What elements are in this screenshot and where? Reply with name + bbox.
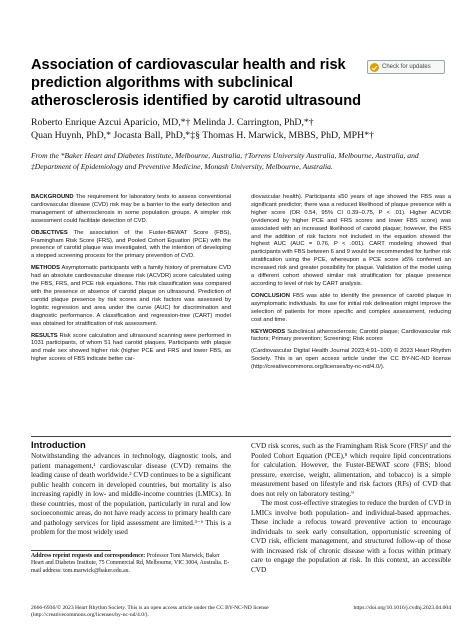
abstract-conclusion bbox=[251, 293, 451, 325]
results-text-left: Risk score calculation and ultrasound scanning were performed in 1031 participants, of whom 51 had carotid plaques. Participants with plaque and male sex showed higher risk (higher PCE and FRS and lower FBS, as higher scores of FBS indicate better car- bbox=[31, 332, 231, 363]
keywords-label: KEYWORDS bbox=[251, 328, 286, 335]
license-line: 2666-6936/© 2023 Heart Rhythm Society. This is an open access article under the CC BY-NC-ND license (http://creativecommons.org/licenses/by-nc-nd/4.0/). bbox=[31, 605, 269, 619]
abstract-column-left bbox=[31, 194, 231, 368]
footnote-divider bbox=[31, 550, 111, 551]
affiliations: From the *Baker Heart and Diabetes Institute, Melbourne, Australia, †Torrens University Australia, Melbourne, Australia, and ‡Department of Epidemiology and Preventive Medicine, Monash University, Melbourne, Australia. bbox=[31, 151, 419, 171]
intro-paragraph-1-continued: CVD risk scores, such as the Framingham Risk Score (FRS)⁷ and the Pooled Cohort Equation (PCE),⁸ which require lipid concentrations for calculation. However, the Fuster-BEWAT score (FBS; blood pressure, exercise, weight, alimentation, and tobacco) is a simple measurement based on lifestyle and risk factors (RFs) of CVD that does not rely on laboratory testing.⁹ bbox=[251, 442, 451, 498]
intro-paragraph-2: The most cost-effective strategies to reduce the burden of CVD in LMICs involve both population- and individual-based approaches. These include a refocus toward preventive action to encourage individuals to seek early consultation, opportunistic screening of CVD risk, efficient management, and structured follow-up of those with increased risk of chronic disease with a focus within primary care to engage the population at risk. In this context, an accessible CVD bbox=[251, 499, 451, 574]
correspondence-footnote bbox=[31, 553, 231, 575]
page-footer bbox=[31, 605, 451, 620]
objectives-text: The association of the Fuster-BEWAT Score (FBS), Framingham Risk Score (FRS), and Pooled Cohort Equation (PCE) with the presence of carotid plaque was investigated, with the intention of developing a stepped screening process for the primary prevention of CVD. bbox=[31, 229, 231, 260]
abstract-column-right bbox=[251, 194, 451, 376]
intro-paragraph-1: Notwithstanding the advances in technology, diagnostic tools, and patient management,¹ cardiovascular disease (CVD) remains the leading cause of death worldwide.² CVD continues to be a significant public health concern in developed countries, but mortality is also increasing rapidly in low- and middle-income countries (LMICs). In these countries, most of the population, particularly in rural and low socioeconomic areas, do not have ready access to primary health care and pathology services for lipid assessment are limited.³⁻⁶ This is a problem for the most widely used bbox=[31, 452, 231, 536]
methods-label: METHODS bbox=[31, 265, 60, 272]
abstract-results bbox=[31, 333, 231, 365]
background-text: The requirement for laboratory tests to assess conventional cardiovascular disease (CVD) risk may be a barrier to the early detection and management of atherosclerosis in some population groups. A simpler risk assessment could facilitate detection of CVD. bbox=[31, 194, 231, 224]
doi-link[interactable]: https://doi.org/10.1016/j.cvdhj.2023.04.004 bbox=[353, 605, 451, 611]
intro-heading: Introduction bbox=[31, 439, 86, 450]
author-line-1: Roberto Enrique Azcui Aparicio, MD,*† Melinda J. Carrington, PhD,*† bbox=[31, 117, 314, 128]
journal-citation: (Cardiovascular Digital Health Journal 2023;4:91–100) © 2023 Heart Rhythm Society. This is an open access article under the CC BY-NC-ND license (http://creativecommons.org/licenses/by-nc-nd/4.0/). bbox=[251, 348, 451, 371]
background-label: BACKGROUND bbox=[31, 194, 74, 200]
author-line-2: Quan Huynh, PhD,* Jocasta Ball, PhD,*‡§ Thomas H. Marwick, MBBS, PhD, MPH*† bbox=[31, 129, 374, 141]
keywords-text: Subclinical atherosclerosis; Carotid plaque; Cardiovascular risk factors; Primary prevention; Screening; Risk scores bbox=[251, 328, 451, 343]
correspondence-label: Address reprint requests and correspondence: bbox=[31, 553, 146, 559]
article-title: Association of cardiovascular health and risk prediction algorithms with subclinical atherosclerosis identified by carotid ultrasound bbox=[31, 57, 362, 109]
objectives-label: OBJECTIVES bbox=[31, 229, 68, 236]
abstract-methods bbox=[31, 265, 231, 328]
abstract bbox=[31, 194, 451, 432]
correspondence-text: Professor Tom Marwick, Baker Heart and Diabetes Institute, 75 Commercial Rd, Melbourne, VIC 3004, Australia. E-mail address: tom.marwick@baker.edu.au. bbox=[31, 553, 230, 574]
abstract-background bbox=[31, 194, 231, 226]
results-text-right: diovascular health). Participants ≤50 years of age showed the FBS was a significant predictor; there was a reduced likelihood of plaque presence with a higher score (OR 0.54, 95% CI 0.39–0.75, P < .01). Higher ACVDR (evidenced by higher PCE and FRS scores and lower FBS score) was associated with an increased likelihood of carotid plaque; however, the FBS and the addition of risk factors not included in the equation showed the highest AUC (AUC = 0.76, P < .001). CART modeling showed that participants with FBS between 6 and 9 would be recommended for further risk stratification using the PCE, whereupon a PCE score ≥5% conferred an increased risk and greater possibility for plaque. Validation of the model using a different cohort showed similar risk stratification for plaque presence according to level of risk by CART analysis. bbox=[251, 194, 451, 287]
abstract-divider bbox=[31, 436, 451, 437]
body-column-left bbox=[31, 452, 231, 538]
abstract-keywords bbox=[251, 329, 451, 345]
author-list bbox=[31, 117, 451, 142]
methods-text: Asymptomatic participants with a family history of premature CVD had an absolute cardiovascular disease risk (ACVDR) score calculated using the FBS, FRS, and PCE risk equations. This risk classification was compared with the presence or absence of carotid plaque on ultrasound. Prediction of carotid plaque presence by risk scores and risk factors was assessed by logistic regression and area under the curve (AUC) for discrimination and diagnostic performance. A classification and regression-tree (CART) model was obtained for stratification of risk assessment. bbox=[31, 265, 231, 327]
conclusion-text: FBS was able to identify the presence of carotid plaque in asymptomatic individuals. Its use for initial risk delineation might improve the selection of patients for more specific and complex assessment, reducing cost and time. bbox=[251, 292, 451, 323]
body-column-right bbox=[251, 442, 451, 575]
conclusion-label: CONCLUSION bbox=[251, 292, 290, 299]
results-label: RESULTS bbox=[31, 332, 58, 339]
abstract-objectives bbox=[31, 230, 231, 262]
check-for-updates-label: Check for updates bbox=[382, 64, 431, 70]
